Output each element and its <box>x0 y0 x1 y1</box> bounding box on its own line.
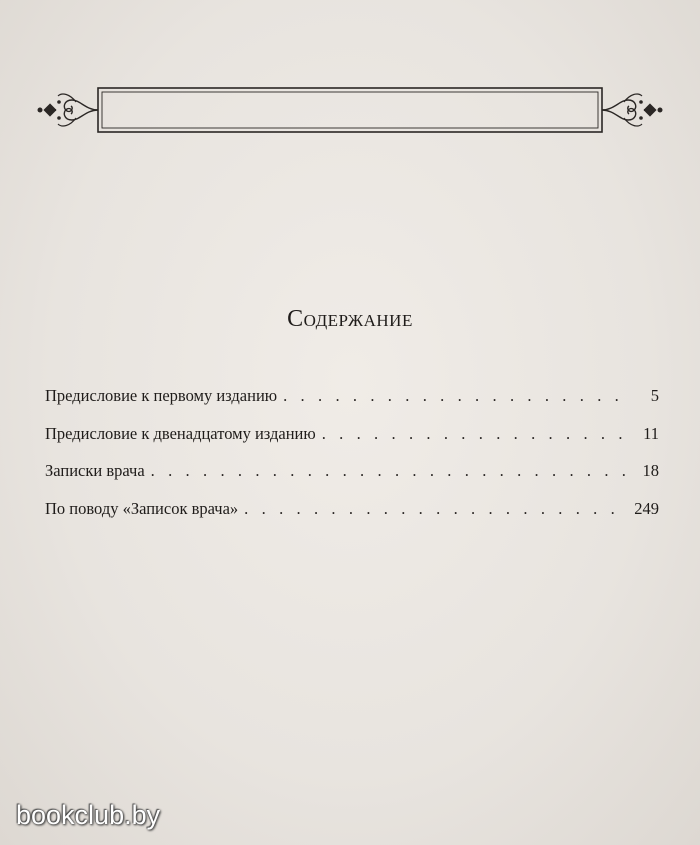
toc-entry-page: 249 <box>634 498 659 518</box>
toc-entry-label: По поводу «Записок врача» <box>45 498 239 518</box>
toc-entry-page: 11 <box>643 423 659 443</box>
toc-entry-page: 18 <box>642 461 659 480</box>
decorative-header-frame <box>36 80 664 140</box>
site-watermark: bookclub.by <box>16 800 161 830</box>
toc-entry[interactable] <box>45 386 659 424</box>
toc-entry[interactable] <box>45 461 659 499</box>
dot-leader <box>244 499 626 519</box>
dot-leader <box>322 424 633 444</box>
toc-entry-label: Предисловие к двенадцатому изданию <box>45 423 316 443</box>
dot-leader <box>283 386 633 406</box>
toc-entry[interactable] <box>45 424 659 462</box>
table-of-contents <box>45 386 659 536</box>
dot-leader <box>151 461 633 481</box>
toc-entry-label: Предисловие к первому изданию <box>45 386 278 405</box>
toc-entry-label: Записки врача <box>45 461 145 480</box>
contents-heading: Содержание <box>287 306 413 332</box>
toc-entry[interactable] <box>45 499 659 537</box>
toc-entry-page: 5 <box>650 386 659 405</box>
